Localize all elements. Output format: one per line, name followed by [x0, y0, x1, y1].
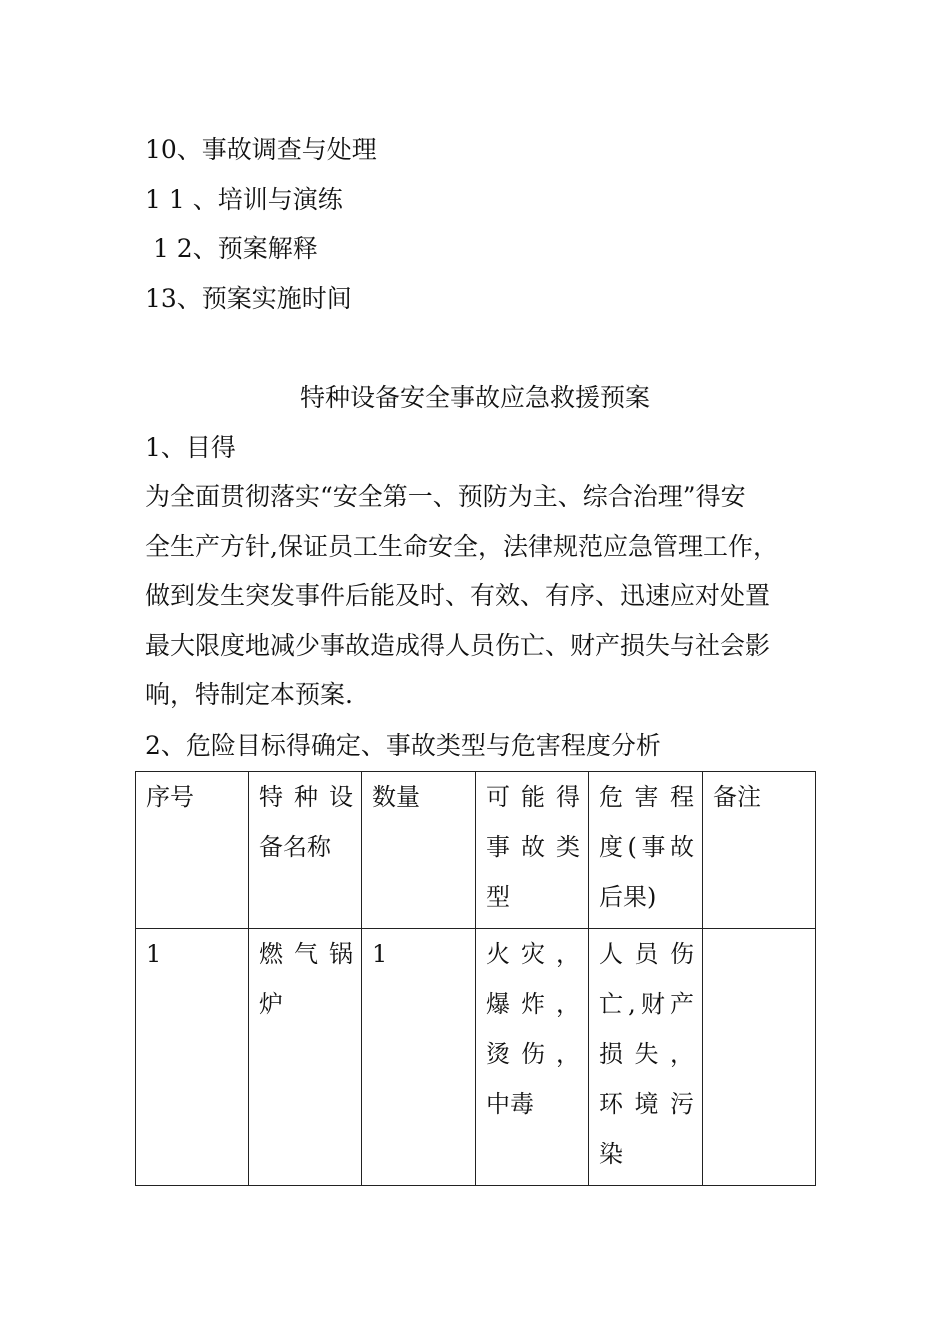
header-quantity: 数量	[362, 772, 476, 929]
header-equipment-name: 特 种 设 备名称	[249, 772, 362, 929]
paragraph-line: 做到发生突发事件后能及时、有效、有序、迅速应对处置	[145, 581, 771, 610]
toc-item-13: 13、预案实施时间	[145, 284, 352, 313]
hazard-table	[135, 771, 816, 1186]
paragraph-line: 响，特制定本预案.	[145, 680, 353, 709]
cell-accident-type: 火 灾 ， 爆 炸 ， 烫 伤 ， 中毒	[476, 929, 589, 1186]
header-accident-type: 可 能 得 事 故 类 型	[476, 772, 589, 929]
table-row	[136, 929, 816, 1186]
cell-remark	[703, 929, 816, 1186]
section-1-paragraph	[145, 472, 810, 720]
toc-item-10: 10、事故调查与处理	[145, 135, 377, 164]
cell-equipment-name: 燃 气 锅 炉	[249, 929, 362, 1186]
header-harm-degree: 危 害 程 度(事故 后果)	[589, 772, 703, 929]
cell-no: 1	[136, 929, 249, 1186]
section-2-heading: 2、危险目标得确定、事故类型与危害程度分析	[145, 731, 661, 760]
paragraph-line: 为全面贯彻落实“安全第一、预防为主、综合治理”得安	[145, 482, 746, 511]
document-title: 特种设备安全事故应急救援预案	[299, 383, 650, 412]
toc-item-11: 1 1 、培训与演练	[145, 185, 343, 214]
paragraph-line: 最大限度地减少事故造成得人员伤亡、财产损失与社会影	[145, 630, 771, 660]
table-header-row	[136, 772, 816, 929]
cell-harm-degree: 人 员 伤 亡,财产 损 失 ， 环 境 污 染	[589, 929, 703, 1186]
header-no: 序号	[136, 772, 249, 929]
header-remark: 备注	[703, 772, 816, 929]
paragraph-line: 全生产方针,保证员工生命安全，法律规范应急管理工作，	[145, 531, 778, 561]
section-1-heading: 1、目得	[145, 433, 236, 462]
cell-quantity: 1	[362, 929, 476, 1186]
toc-item-12: 1 2、预案解释	[145, 234, 318, 263]
